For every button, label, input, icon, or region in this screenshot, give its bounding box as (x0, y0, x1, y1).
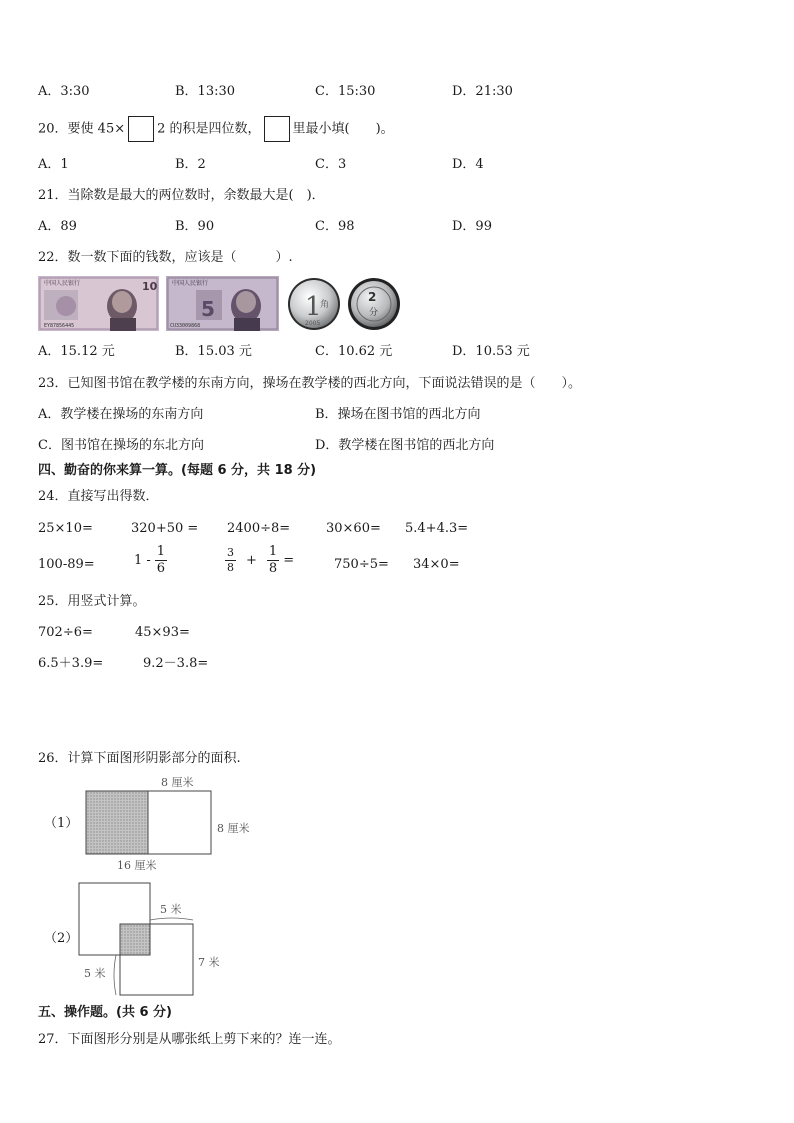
q20-text-mid: 2 的积是四位数， (157, 121, 261, 137)
q19-option-d: D．21:30 (452, 84, 513, 99)
note5-value: 5 (201, 297, 215, 321)
q19-option-b: B．13:30 (175, 84, 236, 99)
figure-2-label: （2） (44, 931, 79, 946)
q25-question: 25．用竖式计算。 (38, 594, 146, 609)
fraction-numerator: 3 (225, 547, 236, 561)
note10-top-text: 中国人民银行 (44, 280, 81, 287)
q23-question: 23．已知图书馆在教学楼的东南方向，操场在教学楼的西北方向，下面说法错误的是（ ）。 (38, 376, 582, 391)
answer-blank-box (128, 116, 154, 142)
q25-item-1: 702÷6= (38, 625, 93, 640)
q24-item-7 (134, 545, 171, 577)
q24-item-8 (221, 545, 294, 577)
q20-option-b: B．2 (175, 157, 206, 172)
q24-item-10: 34×0= (413, 557, 460, 572)
fraction-numerator: 1 (267, 545, 279, 561)
q24-item-7-prefix: 1 - (134, 553, 151, 569)
q20-option-d: D．4 (452, 157, 484, 172)
figure-1-label: （1） (44, 816, 79, 831)
answer-blank-box (264, 116, 290, 142)
coin1-value: 1 (305, 292, 322, 322)
q22-option-d: D．10.53 元 (452, 344, 530, 359)
figure-2-squares (76, 880, 256, 1000)
fig2-top-label: 5 米 (160, 903, 182, 916)
two-fen-coin-image (347, 277, 401, 331)
section-4-heading: 四、勤奋的你来算一算。(每题 6 分，共 18 分) (38, 463, 317, 478)
q25-item-3: 6.5＋3.9= (38, 656, 104, 671)
q21-option-b: B．90 (175, 219, 215, 234)
q24-item-3: 2400÷8= (227, 521, 291, 536)
q23-option-b: B．操场在图书馆的西北方向 (315, 407, 481, 422)
q24-item-2: 320+50 = (131, 521, 199, 536)
q26-question: 26．计算下面图形阴影部分的面积. (38, 751, 241, 766)
fraction-three-eighths (225, 547, 236, 574)
equals-sign: = (283, 553, 295, 569)
q24-item-9: 750÷5= (334, 557, 389, 572)
ten-yuan-banknote-image (38, 276, 159, 331)
fig1-bottom-label: 16 厘米 (117, 859, 157, 872)
q21-option-a: A．89 (38, 219, 77, 234)
q20-question (38, 116, 394, 142)
coin2-value: 2 (368, 290, 377, 304)
q20-text-pre: 20．要使 45× (38, 121, 126, 137)
note5-top-text: 中国人民银行 (172, 280, 209, 287)
q23-option-d: D．教学楼在图书馆的西北方向 (315, 438, 495, 453)
fraction-denominator: 8 (268, 561, 278, 577)
fraction-numerator: 1 (155, 545, 167, 561)
five-yuan-banknote-image (166, 276, 279, 331)
coin2-unit: 分 (369, 308, 379, 318)
fig1-right-label: 8 厘米 (217, 822, 250, 835)
note10-serial: EY87856445 (44, 323, 75, 329)
q24-item-5: 5.4+4.3= (405, 521, 469, 536)
figure-1-rectangles (84, 774, 264, 874)
q23-option-c: C．图书馆在操场的东北方向 (38, 438, 204, 453)
fraction-one-eighth (267, 545, 279, 577)
note5-serial: CU33009868 (170, 323, 201, 329)
section-5-heading: 五、操作题。(共 6 分) (38, 1005, 172, 1020)
q20-option-c: C．3 (315, 157, 347, 172)
q22-question: 22．数一数下面的钱数，应该是（ ）. (38, 250, 293, 265)
q20-option-a: A．1 (38, 157, 69, 172)
q21-option-c: C．98 (315, 219, 355, 234)
q20-text-post: 里最小填( )。 (292, 121, 394, 137)
q24-item-4: 30×60= (326, 521, 381, 536)
note10-value: 10 (142, 280, 158, 293)
one-jiao-coin-image (287, 277, 341, 331)
fraction-denominator: 8 (227, 561, 234, 575)
q24-item-1: 25×10= (38, 521, 93, 536)
q25-item-2: 45×93= (135, 625, 190, 640)
coin1-year: 2005 (305, 320, 321, 327)
q23-option-a: A．教学楼在操场的东南方向 (38, 407, 204, 422)
q27-question: 27．下面图形分别是从哪张纸上剪下来的？连一连。 (38, 1032, 341, 1047)
q22-option-c: C．10.62 元 (315, 344, 393, 359)
q22-option-b: B．15.03 元 (175, 344, 252, 359)
coin1-unit: 角 (320, 300, 330, 310)
plus-sign: + (246, 553, 257, 569)
fig2-left-label: 5 米 (84, 967, 106, 980)
q19-option-c: C．15:30 (315, 84, 376, 99)
q24-question: 24．直接写出得数． (38, 489, 159, 504)
fig2-right-label: 7 米 (198, 956, 220, 969)
fraction-one-sixth (155, 545, 167, 577)
q24-item-6: 100-89= (38, 557, 95, 572)
q19-option-a: A．3:30 (38, 84, 90, 99)
q21-question: 21．当除数是最大的两位数时，余数最大是( )． (38, 188, 325, 203)
fig1-top-label: 8 厘米 (161, 776, 194, 789)
q21-option-d: D．99 (452, 219, 492, 234)
q22-option-a: A．15.12 元 (38, 344, 115, 359)
fraction-denominator: 6 (156, 561, 166, 577)
q25-item-4: 9.2－3.8= (143, 656, 209, 671)
